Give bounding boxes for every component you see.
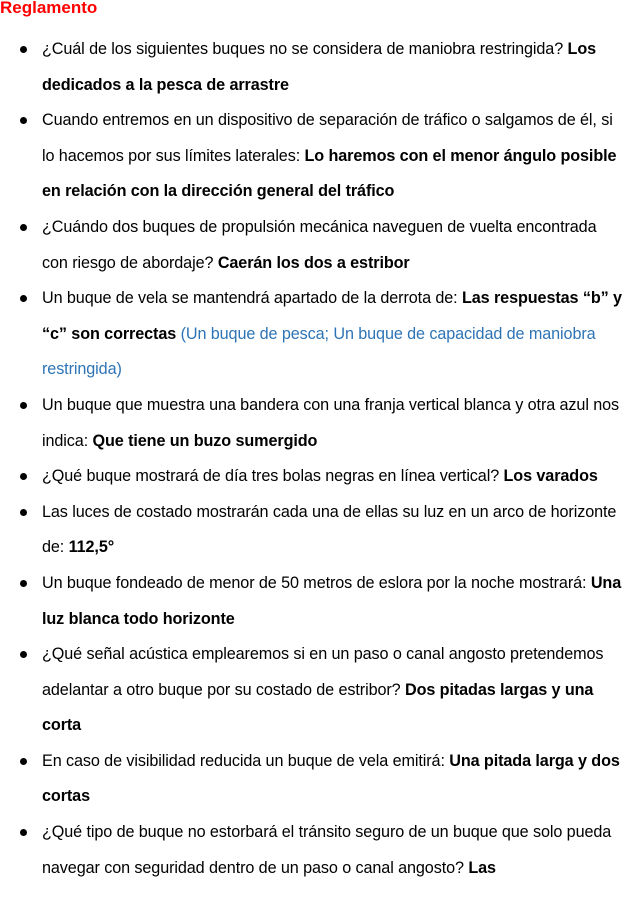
- bullet-icon: [20, 117, 27, 124]
- list-item: [0, 459, 628, 495]
- answer-text: Caerán los dos a estribor: [217, 253, 410, 272]
- question-text: Cuando entremos en un dispositivo de separación de tráfico o salgamos de él, si lo hacemos por sus límites laterales:: [42, 111, 613, 165]
- question-text: En caso de visibilidad reducida un buque de vela emitirá:: [42, 751, 445, 770]
- question-text: ¿Qué buque mostrará de día tres bolas negras en línea vertical?: [42, 467, 500, 486]
- answer-text: Que tiene un buzo sumergido: [92, 431, 318, 450]
- list-item: [0, 32, 628, 103]
- bullet-icon: [20, 473, 27, 480]
- bullet-icon: [20, 295, 27, 302]
- list-item: [0, 103, 628, 210]
- bullet-icon: [20, 224, 27, 231]
- answer-text: Los varados: [503, 467, 598, 486]
- bullet-icon: [20, 651, 27, 658]
- answer-text: Las respuestas “b” y “c” son correctas: [42, 289, 622, 343]
- bullet-icon: [20, 509, 27, 516]
- question-text: Un buque fondeado de menor de 50 metros de eslora por la noche mostrará:: [42, 573, 587, 592]
- section-heading: Reglamento: [0, 0, 98, 17]
- list-item: [0, 566, 628, 637]
- answer-text: 112,5°: [68, 538, 115, 557]
- list-item: [0, 388, 628, 459]
- answer-note: (Un buque de pesca; Un buque de capacidad de maniobra restringida): [42, 324, 596, 379]
- list-item: [0, 637, 628, 744]
- bullet-icon: [20, 758, 27, 765]
- question-text: Las luces de costado mostrarán cada una de ellas su luz en un arco de horizonte de:: [42, 502, 617, 557]
- answer-text: Las: [468, 858, 496, 877]
- bullet-icon: [20, 402, 27, 409]
- question-text: ¿Qué señal acústica emplearemos si en un paso o canal angosto pretendemos adelantar a otro buque por su costado de estribor?: [42, 645, 604, 699]
- question-list: [0, 32, 628, 886]
- bullet-icon: [20, 829, 27, 836]
- list-item: [0, 495, 628, 566]
- list-item: [0, 815, 628, 886]
- question-text: ¿Cuándo dos buques de propulsión mecánica naveguen de vuelta encontrada con riesgo de abordaje?: [42, 217, 597, 272]
- answer-text: Los dedicados a la pesca de arrastre: [42, 40, 597, 94]
- answer-text: Dos pitadas largas y una corta: [42, 680, 594, 735]
- question-text: ¿Qué tipo de buque no estorbará el tránsito seguro de un buque que solo pueda navegar con seguridad dentro de un paso o canal angosto?: [42, 823, 612, 877]
- answer-text: Lo haremos con el menor ángulo posible en relación con la dirección general del tráfico: [42, 146, 617, 201]
- question-text: Un buque que muestra una bandera con una franja vertical blanca y otra azul nos indica:: [42, 395, 620, 450]
- list-item: [0, 281, 628, 388]
- bullet-icon: [20, 46, 27, 53]
- bullet-icon: [20, 580, 27, 587]
- question-text: ¿Cuál de los siguientes buques no se considera de maniobra restringida?: [42, 40, 564, 58]
- answer-text: Una pitada larga y dos cortas: [42, 751, 620, 806]
- list-item: [0, 744, 628, 815]
- answer-text: Una luz blanca todo horizonte: [42, 573, 622, 628]
- list-item: [0, 210, 628, 281]
- question-text: Un buque de vela se mantendrá apartado de la derrota de:: [42, 289, 458, 308]
